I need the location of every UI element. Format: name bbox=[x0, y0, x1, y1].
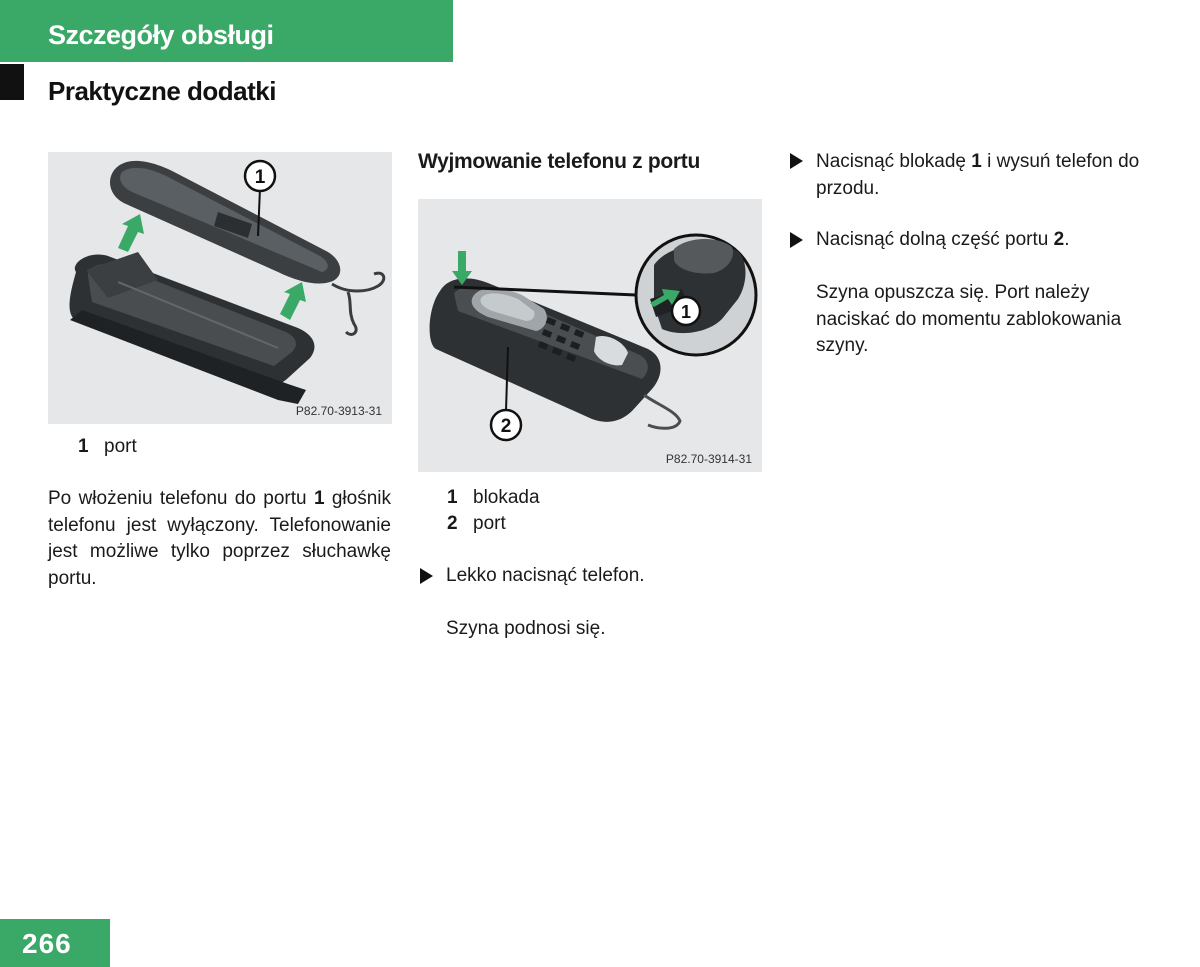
phone-port-drawing bbox=[48, 152, 392, 424]
legend-label: blokada bbox=[473, 487, 540, 508]
figure2-code: P82.70-3914-31 bbox=[665, 452, 752, 466]
figure1-code: P82.70-3913-31 bbox=[295, 404, 382, 418]
figure1-callout-1: 1 bbox=[254, 167, 266, 188]
step-arrow-icon bbox=[790, 153, 803, 169]
paragraph-text: Po włożeniu telefonu do portu bbox=[48, 488, 314, 509]
figure2-legend bbox=[447, 485, 540, 537]
page-number: 266 bbox=[22, 928, 72, 959]
figure2-callout-2: 2 bbox=[500, 416, 512, 437]
step-text: Nacisnąć dolną część portu bbox=[816, 229, 1054, 250]
phone-removal-illustration bbox=[418, 199, 762, 472]
step-arrow-icon bbox=[790, 232, 803, 248]
section-title: Szczegóły obsługi bbox=[48, 20, 274, 50]
step-instruction bbox=[816, 227, 1146, 254]
phone-removal-drawing bbox=[418, 199, 762, 472]
legend-item bbox=[78, 434, 137, 460]
legend-label: port bbox=[473, 513, 506, 534]
phone-port-illustration bbox=[48, 152, 392, 424]
step-text: . bbox=[1064, 229, 1070, 250]
figure1-legend bbox=[78, 434, 137, 460]
step-instruction: Lekko nacisnąć telefon. bbox=[446, 565, 645, 586]
legend-item bbox=[447, 511, 540, 537]
figure2-callout-1: 1 bbox=[680, 302, 692, 322]
legend-label: port bbox=[104, 436, 137, 457]
legend-number: 2 bbox=[447, 513, 458, 534]
legend-number: 1 bbox=[447, 487, 458, 508]
legend-number: 1 bbox=[78, 436, 89, 457]
step-ref: 2 bbox=[1053, 229, 1065, 250]
page-title: Praktyczne dodatki bbox=[48, 76, 276, 106]
step-text: i wysuń telefon do przodu. bbox=[816, 151, 1140, 199]
step-result: Szyna opuszcza się. Port należy naciskać do momentu zablokowania szyny. bbox=[816, 282, 1122, 356]
section-marker bbox=[0, 64, 24, 100]
step-ref: 1 bbox=[971, 151, 982, 172]
section-header bbox=[0, 0, 453, 62]
paragraph-ref: 1 bbox=[313, 488, 325, 509]
legend-item bbox=[447, 485, 540, 511]
page-number-box bbox=[0, 919, 110, 967]
section-subheading: Wyjmowanie telefonu z portu bbox=[418, 150, 701, 173]
paragraph-text: głośnik telefonu jest wyłączony. Telefonowanie jest możliwe tylko poprzez słuchawkę portu. bbox=[48, 488, 391, 589]
step-arrow-icon bbox=[420, 568, 433, 584]
step-instruction bbox=[816, 149, 1146, 202]
step-text: Nacisnąć blokadę bbox=[816, 151, 972, 172]
left-paragraph bbox=[48, 486, 391, 592]
step-result: Szyna podnosi się. bbox=[446, 618, 606, 639]
